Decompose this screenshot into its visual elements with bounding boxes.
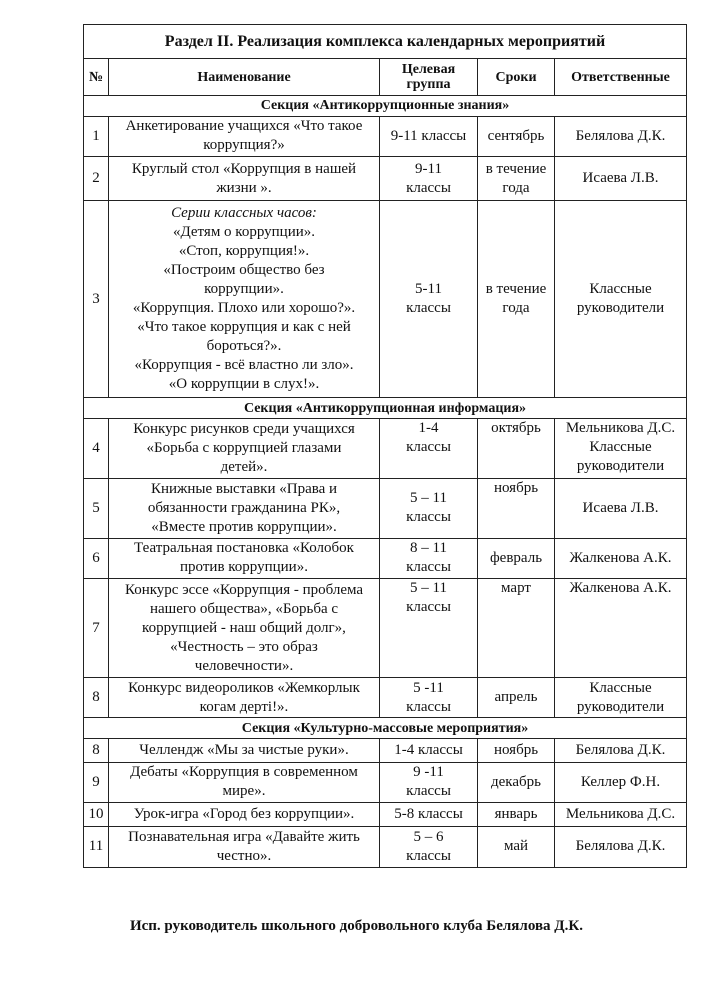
target-group (380, 419, 478, 479)
event-name-line: «Вместе против коррупции». (151, 518, 337, 535)
target-group-line: 1-4 классы (394, 741, 463, 758)
event-name-line: бороться?». (206, 338, 282, 355)
event-name-line: «Коррупция - всё властно ли зло». (134, 357, 354, 374)
target-group-line: классы (406, 439, 451, 456)
event-name-line: «Стоп, коррупция!». (178, 243, 310, 260)
target-group-line: 9-11 (415, 160, 442, 177)
event-name (109, 116, 380, 156)
table-row (84, 802, 687, 826)
event-name-line: Урок-игра «Город без коррупции». (133, 805, 355, 822)
target-group-line: 5 -11 (413, 679, 444, 696)
target-group (380, 738, 478, 762)
section-row (84, 96, 687, 117)
row-number: 3 (84, 201, 109, 398)
responsible-line: Исаева Л.В. (582, 170, 659, 187)
event-name-line: нашего общества», «Борьба с (149, 600, 339, 617)
target-group-line: классы (406, 559, 451, 576)
event-name-line: Конкурс видеороликов «Жемкорлык (128, 679, 360, 696)
target-group (380, 116, 478, 156)
table-row (84, 419, 687, 479)
event-name (109, 538, 380, 578)
dates-line: года (502, 179, 530, 196)
target-group-line: 9 -11 (413, 764, 444, 781)
row-number: 1 (84, 116, 109, 156)
table-row (84, 538, 687, 578)
events-table (83, 24, 687, 868)
responsible-line: Исаева Л.В. (582, 499, 659, 516)
target-group-line: 5 – 6 (413, 828, 444, 845)
dates-line: ноябрь (493, 741, 539, 758)
event-name (109, 478, 380, 538)
responsible-line: Белялова Д.К. (575, 741, 666, 758)
event-name-line: честно». (216, 847, 272, 864)
event-name-line: Конкурс рисунков среди учащихся (133, 420, 355, 437)
table-row (84, 762, 687, 802)
event-name-line: коррупцией - наш общий долг», (142, 619, 346, 636)
target-group-line: 5 – 11 (410, 490, 447, 507)
responsible-line: Жалкенова А.К. (569, 580, 672, 596)
target-group (380, 538, 478, 578)
target-group (380, 201, 478, 398)
event-name (109, 579, 380, 678)
table-row (84, 156, 687, 200)
responsible-line: Белялова Д.К. (575, 838, 666, 855)
event-name (109, 419, 380, 479)
event-name-line: жизни ». (216, 179, 272, 196)
dates (478, 762, 555, 802)
event-name-line: Челлендж «Мы за чистые руки». (139, 741, 349, 758)
responsible-line: Мельникова Д.С. (565, 805, 676, 822)
row-number: 2 (84, 156, 109, 200)
row-number: 6 (84, 538, 109, 578)
target-group-line: классы (406, 179, 451, 196)
responsible (555, 678, 687, 718)
responsible-line: Классные (589, 281, 652, 298)
target-group-line: классы (406, 847, 451, 864)
header-target-line-1: Целевая (401, 62, 456, 77)
event-name-line: «Борьба с коррупцией глазами (146, 439, 342, 456)
target-group (380, 478, 478, 538)
row-number: 10 (84, 802, 109, 826)
responsible-line: Классные (589, 679, 652, 696)
dates-line: года (502, 300, 530, 317)
responsible (555, 419, 687, 479)
header-target-line-2: группа (406, 77, 451, 92)
event-name-line: когам дерті!». (199, 698, 289, 715)
responsible-line: руководители (576, 458, 665, 475)
table-title: Раздел II. Реализация комплекса календарных мероприятий (84, 25, 687, 59)
header-responsible: Ответственные (555, 59, 687, 96)
event-name (109, 201, 380, 398)
dates (478, 738, 555, 762)
target-group-line: 5-8 классы (394, 805, 463, 822)
dates (478, 156, 555, 200)
table-row (84, 738, 687, 762)
dates (478, 678, 555, 718)
target-group (380, 762, 478, 802)
dates-line: сентябрь (487, 127, 545, 144)
dates-line: в течение (485, 281, 547, 298)
event-name-line: «Что такое коррупция и как с ней (137, 319, 351, 336)
event-name (109, 762, 380, 802)
row-number: 5 (84, 478, 109, 538)
target-group-line: классы (406, 783, 451, 800)
event-name-line: «Построим общество без (163, 262, 325, 279)
dates (478, 116, 555, 156)
dates-line: май (503, 838, 529, 855)
event-name (109, 738, 380, 762)
event-name (109, 802, 380, 826)
section-title: Секция «Антикоррупционная информация» (84, 398, 687, 419)
event-name-line: Познавательная игра «Давайте жить (128, 828, 360, 845)
target-group-line: классы (406, 698, 451, 715)
event-name (109, 678, 380, 718)
responsible (555, 579, 687, 678)
row-number: 9 (84, 762, 109, 802)
responsible-line: Классные (589, 439, 652, 456)
row-number: 8 (84, 678, 109, 718)
dates (478, 478, 555, 538)
event-name-line: «Честность – это образ (170, 638, 318, 655)
responsible (555, 156, 687, 200)
event-name-line: человечности». (194, 657, 294, 674)
target-group (380, 826, 478, 867)
header-dates: Сроки (478, 59, 555, 96)
event-name-line: «Детям о коррупции». (172, 224, 315, 241)
table-row (84, 201, 687, 398)
event-name-line: против коррупции». (180, 559, 308, 576)
table-row (84, 826, 687, 867)
responsible (555, 826, 687, 867)
row-number: 8 (84, 738, 109, 762)
target-group-line: 1-4 (418, 420, 439, 437)
responsible (555, 762, 687, 802)
section-title: Секция «Антикоррупционные знания» (84, 96, 687, 117)
responsible-line: Мельникова Д.С. (565, 420, 676, 437)
responsible (555, 201, 687, 398)
event-name-line: Дебаты «Коррупция в современном (130, 764, 358, 781)
dates-line: январь (494, 805, 538, 822)
event-name-line: «О коррупции в слух!». (168, 376, 320, 393)
event-name (109, 156, 380, 200)
footer-signature: Исп. руководитель школьного добровольного клуба Белялова Д.К. (129, 918, 584, 934)
event-name-line: «Коррупция. Плохо или хорошо?». (132, 300, 356, 317)
responsible-line: руководители (576, 300, 665, 317)
row-number: 7 (84, 579, 109, 678)
event-name-intro: Серии классных часов: (171, 205, 317, 222)
responsible (555, 478, 687, 538)
dates-line: октябрь (491, 420, 541, 437)
dates (478, 538, 555, 578)
responsible-line: Келлер Ф.Н. (580, 773, 661, 790)
responsible (555, 538, 687, 578)
dates (478, 579, 555, 678)
dates-line: ноябрь (493, 479, 539, 496)
header-num: № (84, 59, 109, 96)
table-row (84, 116, 687, 156)
target-group (380, 678, 478, 718)
dates-line: декабрь (491, 773, 541, 790)
event-name-line: Круглый стол «Коррупция в нашей (131, 160, 357, 177)
table-row (84, 579, 687, 678)
target-group-line: 5 – 11 (410, 580, 447, 596)
section-title: Секция «Культурно-массовые мероприятия» (84, 718, 687, 739)
event-name-line: мире». (222, 783, 266, 800)
target-group-line: 5-11 (415, 281, 442, 298)
row-number: 11 (84, 826, 109, 867)
dates (478, 826, 555, 867)
row-number: 4 (84, 419, 109, 479)
target-group-line: классы (406, 509, 451, 526)
header-name: Наименование (109, 59, 380, 96)
target-group (380, 156, 478, 200)
event-name (109, 826, 380, 867)
target-group (380, 579, 478, 678)
section-row (84, 398, 687, 419)
header-target (380, 59, 478, 96)
event-name-line: коррупция?» (203, 137, 285, 154)
table-row (84, 678, 687, 718)
target-group-line: классы (406, 599, 451, 615)
dates-line: февраль (489, 549, 543, 566)
event-name-line: Театральная постановка «Колобок (134, 540, 354, 557)
responsible (555, 738, 687, 762)
dates (478, 802, 555, 826)
event-name-line: Книжные выставки «Права и (150, 480, 338, 497)
responsible (555, 116, 687, 156)
dates-line: в течение (485, 160, 547, 177)
table-row (84, 478, 687, 538)
responsible-line: руководители (576, 698, 665, 715)
dates (478, 419, 555, 479)
target-group-line: 8 – 11 (410, 540, 447, 557)
event-name-line: Анкетирование учащихся «Что такое (125, 118, 363, 135)
event-name-line: обязанности гражданина РК», (147, 499, 341, 516)
section-row (84, 718, 687, 739)
table-body (84, 96, 687, 868)
responsible (555, 802, 687, 826)
event-name-line: детей». (220, 458, 268, 475)
responsible-line: Белялова Д.К. (575, 127, 666, 144)
target-group-line: классы (406, 300, 451, 317)
dates-line: апрель (494, 689, 538, 706)
event-name-line: коррупции». (204, 281, 284, 298)
target-group (380, 802, 478, 826)
dates-line: март (501, 580, 531, 596)
responsible-line: Жалкенова А.К. (569, 549, 672, 566)
event-name-line: Конкурс эссе «Коррупция - проблема (124, 581, 364, 598)
dates (478, 201, 555, 398)
target-group-line: 9-11 классы (390, 127, 467, 144)
